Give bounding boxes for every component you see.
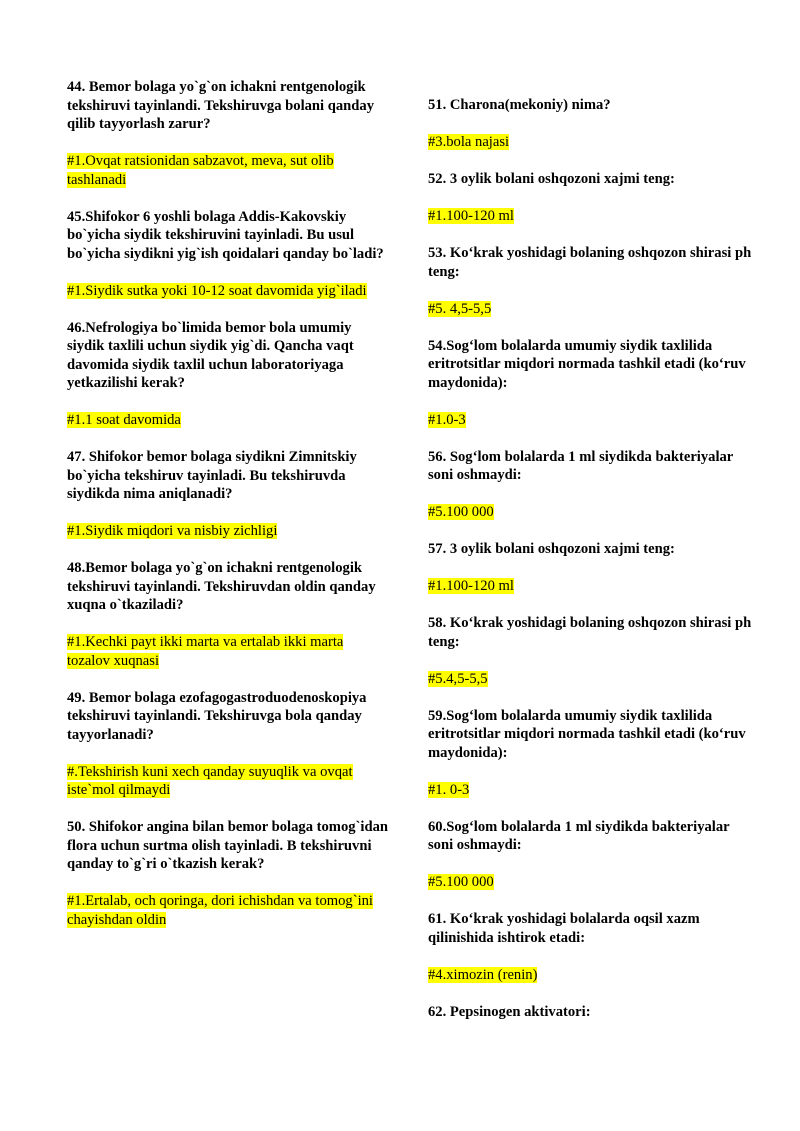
answer-46: [67, 411, 389, 430]
answer-46-highlight: #1.1 soat davomida: [67, 412, 181, 428]
answer-58-highlight: #5.4,5-5,5: [428, 670, 488, 687]
answer-52-highlight: #1.100-120 ml: [428, 208, 514, 224]
answer-61: [428, 966, 758, 985]
answer-48-highlight: #1.Kechki payt ikki marta va ertalab ikki marta tozalov xuqnasi: [67, 634, 344, 669]
question-62: 62. Pepsinogen aktivatori:: [428, 1003, 591, 1020]
answer-58: [428, 670, 758, 689]
question-50: 50. Shifokor angina bilan bemor bolaga tomog`idan flora uchun surtma olish tayinladi. B tekshiruvni qanday to`g`ri o`tkazish kerak?: [67, 819, 388, 872]
answer-50-highlight: #1.Ertalab, och qoringa, dori ichishdan va tomog`ini chayishdan oldin: [67, 893, 373, 928]
answer-56-highlight: #5.100 000: [428, 504, 494, 520]
question-51: 51. Charona(mekoniy) nima?: [428, 97, 611, 113]
answer-44-highlight: #1.Ovqat ratsionidan sabzavot, meva, sut olib tashlanadi: [67, 153, 334, 188]
answer-60: [428, 873, 758, 892]
answer-50: [67, 892, 389, 929]
answer-44: [67, 152, 389, 189]
answer-61-highlight: #4.ximozin (renin): [428, 966, 538, 983]
question-49: 49. Bemor bolaga ezofagogastroduodenoskopiya tekshiruvi tayinlandi. Tekshiruvga bola qanday tayyorlanadi?: [67, 689, 367, 743]
answer-59: [428, 781, 758, 800]
answer-60-highlight: #5.100 000: [428, 874, 494, 890]
question-61: 61. Ko‘krak yoshidagi bolalarda oqsil xazm qilinishida ishtirok etadi:: [428, 911, 700, 946]
answer-47: [67, 522, 389, 541]
question-46: 46.Nefrologiya bo`limida bemor bola umumiy siydik taxlili uchun siydik yig`di. Qancha vaqt davomida siydik taxlil uchun laboratoriyaga yetkazilishi kerak?: [67, 319, 354, 391]
answer-51-highlight: #3.bola najasi: [428, 134, 510, 150]
question-53: 53. Ko‘krak yoshidagi bolaning oshqozon shirasi ph teng:: [428, 245, 752, 280]
left-column: [67, 78, 389, 929]
question-59: 59.Sog‘lom bolalarda umumiy siydik taxlilida eritrotsitlar miqdori normada tashkil etadi (ko‘ruv maydonida):: [428, 707, 746, 761]
question-45: 45.Shifokor 6 yoshli bolaga Addis-Kakovskiy bo`yicha siydik tekshiruvini tayinladi. Bu usul bo`yicha siydikni yig`ish qoidalari qanday bo`ladi?: [67, 208, 384, 262]
answer-45: [67, 282, 389, 301]
question-54: 54.Sog‘lom bolalarda umumiy siydik taxlilida eritrotsitlar miqdori normada tashkil etadi (ko‘ruv maydonida):: [428, 337, 746, 391]
question-47: 47. Shifokor bemor bolaga siydikni Zimnitskiy bo`yicha tekshiruv tayinladi. Bu tekshiruvda siydikda nima aniqlanadi?: [67, 449, 357, 502]
answer-45-highlight: #1.Siydik sutka yoki 10-12 soat davomida yig`iladi: [67, 282, 367, 299]
answer-54-highlight: #1.0-3: [428, 411, 466, 428]
answer-48: [67, 633, 389, 670]
right-column: [428, 96, 758, 1021]
answer-53-highlight: #5. 4,5-5,5: [428, 300, 492, 317]
answer-59-highlight: #1. 0-3: [428, 781, 470, 798]
answer-54: [428, 411, 758, 430]
answer-49: [67, 763, 389, 800]
question-57: 57. 3 oylik bolani oshqozoni xajmi teng:: [428, 541, 675, 557]
answer-57: [428, 577, 758, 596]
question-48: 48.Bemor bolaga yo`g`on ichakni rentgenologik tekshiruvi tayinlandi. Tekshiruvdan oldin qanday xuqna o`tkaziladi?: [67, 560, 376, 613]
answer-47-highlight: #1.Siydik miqdori va nisbiy zichligi: [67, 523, 278, 539]
question-44: 44. Bemor bolaga yo`g`on ichakni rentgenologik tekshiruvi tayinlandi. Tekshiruvga bolani qanday qilib tayyorlash zarur?: [67, 79, 374, 132]
question-56: 56. Sog‘lom bolalarda 1 ml siydikda bakteriyalar soni oshmaydi:: [428, 448, 734, 483]
answer-49-highlight: #.Tekshirish kuni xech qanday suyuqlik va ovqat iste`mol qilmaydi: [67, 763, 353, 798]
answer-53: [428, 300, 758, 319]
question-60: 60.Sog‘lom bolalarda 1 ml siydikda bakteriyalar soni oshmaydi:: [428, 818, 730, 853]
answer-51: [428, 133, 758, 152]
question-52: 52. 3 oylik bolani oshqozoni xajmi teng:: [428, 171, 675, 187]
question-58: 58. Ko‘krak yoshidagi bolaning oshqozon shirasi ph teng:: [428, 615, 752, 650]
answer-56: [428, 503, 758, 522]
answer-57-highlight: #1.100-120 ml: [428, 578, 514, 594]
answer-52: [428, 207, 758, 226]
